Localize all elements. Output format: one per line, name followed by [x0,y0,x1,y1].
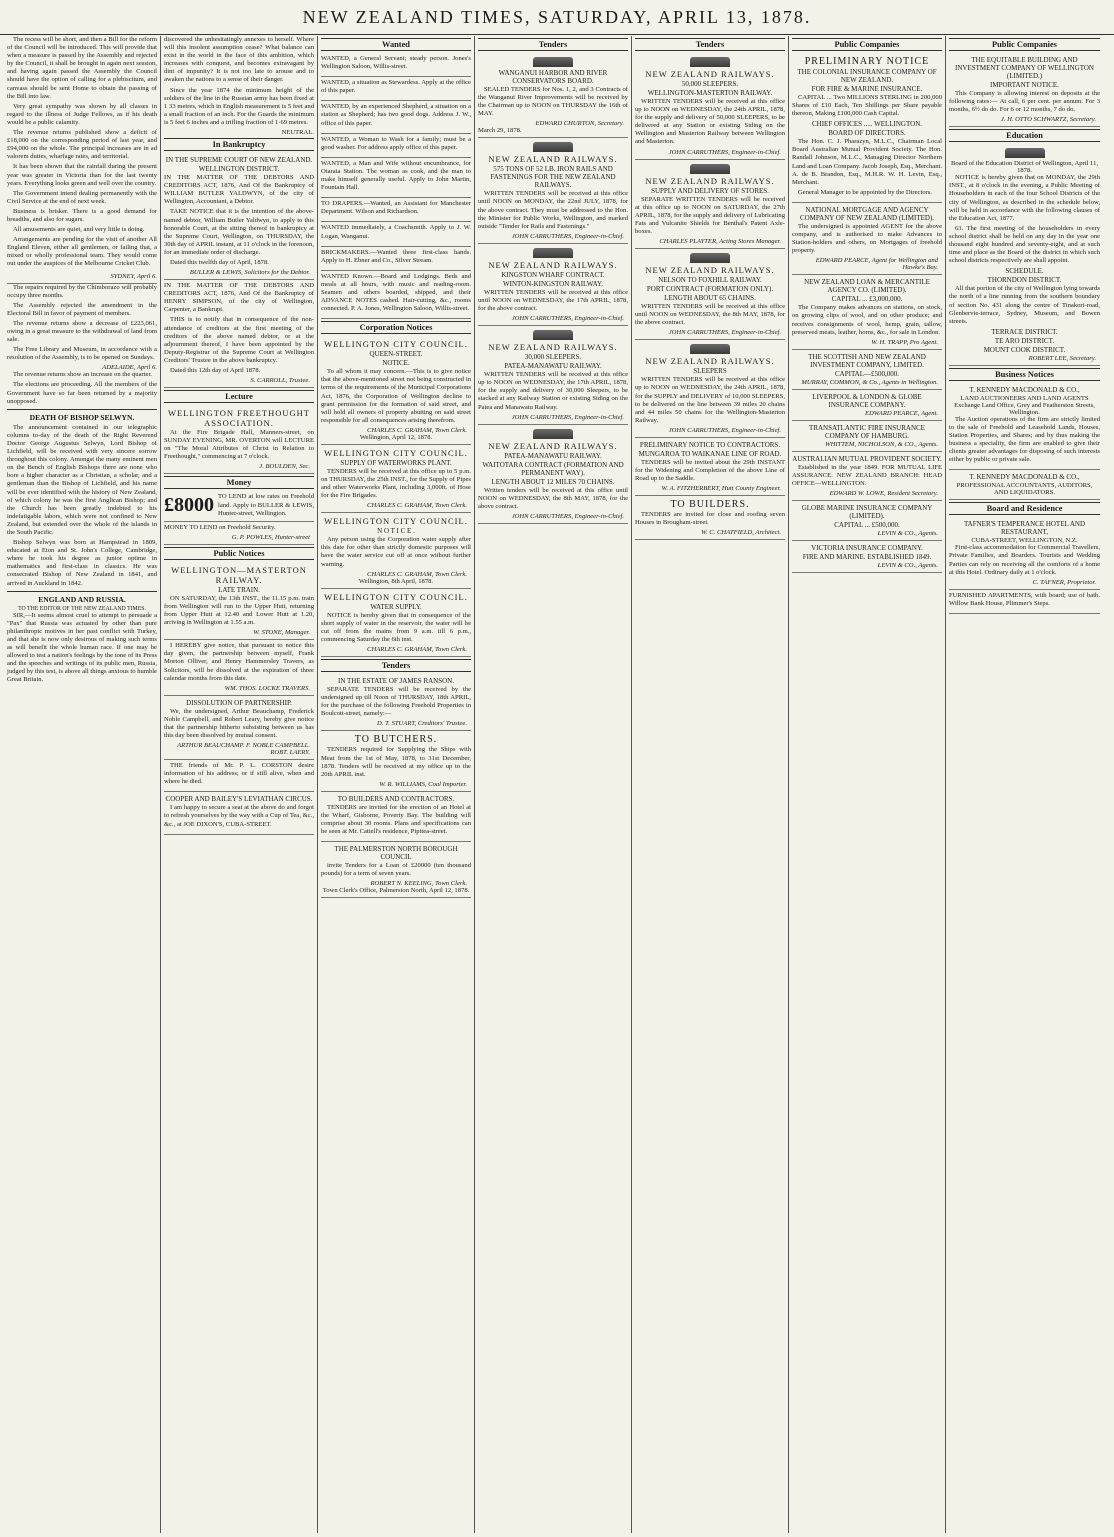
notice-body: ON SATURDAY, the 13th INST., the 11.15 p.m. train from Wellington will run to the Upper Hutt, returning from Upper Hutt at 12.40 and Lower Hutt at 1.20, arriving in Wellington at 1.55 a.m. [164,594,314,627]
corporation-notice [321,589,471,657]
section-heading-corporation: Corporation Notices [321,321,471,334]
tender-notice [321,792,471,842]
crest-icon [533,248,573,258]
wanted-ad [321,271,471,319]
notice-title: NEW ZEALAND RAILWAYS. [488,342,618,353]
notice-signature: JOHN CARRUTHERS, Engineer-in-Chief. [668,426,781,434]
notice-body: TENDERS required for Supplying the Ships with Meat from the 1st of May, 1878, to 31st December, 1878. Tenders will be received at my office up to the 20th APRIL inst. [321,746,471,778]
bankruptcy-notice [164,280,314,388]
notice-caption: CUBA-STREET, WELLINGTON, N.Z. [971,537,1078,545]
notice-caption: 50,000 SLEEPERS. [681,80,739,88]
column-news [4,36,161,1533]
news-paragraph: Very great sympathy was shown by all classes in regard to the illness of Judge Fellows, as if his death would be a public calamity. [7,102,157,126]
business-notice [949,470,1100,500]
notice-date: Wellington, 8th April, 1878. [358,577,434,585]
notice-caption: CAPITAL ... £3,000,000. [831,295,903,304]
business-notice [949,383,1100,471]
tender-notice [478,425,628,524]
notice-title: VICTORIA INSURANCE COMPANY. [811,543,923,552]
notice-signature: ROBERT N. KEELING, Town Clerk. [370,880,467,888]
notice-caption: SUPPLY OF WATERWORKS PLANT. [340,458,452,467]
notice-signature: JOHN CARRUTHERS, Engineer-in-Chief. [511,232,624,240]
article-heading: ENGLAND AND RUSSIA. [38,594,126,604]
section-heading-public-companies: Public Companies [792,38,942,51]
notice-signature: EDWARD PEARCE, Agent for Wellington and Hawke's Bay. [815,257,938,272]
notice-caption: LENGTH ABOUT 12 MILES 70 CHAINS. [491,477,615,486]
section-heading-public-companies: Public Companies [949,38,1100,51]
notice-body: At the Fire Brigade Hall, Manners-street, on SUNDAY EVENING, MR. OVERTON will LECTURE on "The Moral Attributes of Christ in Relation to Freethought," commencing at 7 o'clock. [164,429,314,461]
crest-icon [690,344,730,354]
tender-notice [478,138,628,243]
notice-title: NEW ZEALAND RAILWAYS. [645,265,775,276]
notice-caption: N O T I C E . [377,527,415,536]
letter-signature: NEUTRAL. [281,129,314,137]
divider [7,409,157,410]
notice-caption: THE COLONIAL INSURANCE COMPANY OF NEW ZEALAND. [797,68,937,84]
notice-matter: IN THE MATTER OF THE DEBTORS AND CREDITORS ACT, 1876, And Of the Bankruptcy of WILLIAM BUTLER YALDWYN, of the city of Wellington, Accountant, a Debtor. [164,174,314,206]
notice-caption: PATEA-MANAWATU RAILWAY. [504,362,602,371]
section-heading-wanted: Wanted [321,38,471,51]
crest-icon [690,253,730,263]
notice-date: Dated this 12th day of April 1878. [170,367,261,374]
news-paragraph: discovered the unhesitatingly annexes to herself. Where will this insolent assumption cease? What balance can exist in the world in the face of this ambition, which increases with conquest, and becomes extravagant by dint of impunity? It is not too late to arouse and to awaken the nations to a sense of their danger. [164,36,314,84]
notice-title: NEW ZEALAND RAILWAYS. [645,69,775,79]
notice-body: THIS is to notify that in consequence of the non-attendance of creditors at the first meeting of the creditors of the above named debtor, or at the adjournment thereof, I have been appointed by the Deputy-Registrar of the Supreme Court at Wellington Creditors' Trustee in the above bankruptcy. [164,316,314,364]
company-notice [949,53,1100,127]
article-subheading: TO THE EDITOR OF THE NEW ZEALAND TIMES. [18,605,146,612]
notice-signature: W. STONE, Manager. [253,629,310,637]
ad-text: WANTED, a Woman to Wash for a family; must be a good washer. For address apply office of this paper. [321,135,471,151]
crest-icon [1005,148,1045,158]
notice-signature: W. A. FITZHERBERT, Hutt County Engineer. [661,485,781,493]
notice-body: TAKE NOTICE that it is the intention of the above-named debtor, William Butler Yaldwyn, to apply to this honorable Court, at the sitting thereof in bankruptcy at the Supreme Court, Wellington, on THURSDAY, the 30th day of APRIL instant, at 11 o'clock in the forenoon, for an immediate order of discharge. [164,208,314,256]
crest-icon [690,57,730,67]
newspaper-title: NEW ZEALAND TIMES, SATURDAY, APRIL 13, 1878. [302,7,812,27]
notice-body: I am happy to secure a seat at the above do and forgot to refresh yourselves by the way with a Cup of Tea, &c., &c., at JOE DIXON'S, CUBA-STREET. [164,804,314,828]
tender-notice [478,326,628,424]
public-notice [164,760,314,792]
company-notice [792,203,942,275]
notice-title: NEW ZEALAND RAILWAYS. [488,440,618,451]
notice-date: Town Clerk's Office, Palmerston North, April 12, 1878. [322,887,470,895]
news-paragraph: The Assembly rejected the amendment in the Electoral Bill in favor of payment of members. [7,301,157,317]
notice-title: NEW ZEALAND RAILWAYS. [645,175,775,186]
lecture-notice [164,405,314,474]
notice-signature: S. CARROLL, Trustee. [250,377,310,385]
notice-body: Written tenders will be received at this office until NOON on WEDNESDAY, the 8th MAY, 1878, for the above contract. [478,486,628,510]
masthead [0,0,1114,35]
crest-icon [690,164,730,174]
education-notice [949,144,1100,366]
notice-body: WRITTEN TENDERS will be received at this office until NOON on WEDNESDAY, the 8th MAY, 1878, for the above contract. [635,303,785,327]
ad-text: WANTED immediately, a Coachsmith. Apply to J. W. Logan, Wanganui. [321,224,471,240]
notice-signature: WHITTEM, NICHOLSON, & CO., Agents. [825,440,938,448]
news-paragraph: SIR,—It seems almost cruel to attempt to persuade a "Pax" that Russia was actuated by other than pure philanthropic motives in her past conflict with Turkey, and that she is now only desirous of making such terms as will benefit the whole human race. If one may be allowed to test a nation's feelings by the tone of its Press and the speeches and writings of its public men, Russia, judged by this test, is above all things anxious to humble Great Britain. [7,611,157,684]
company-notice [792,53,942,203]
tender-notice [635,249,785,340]
wanted-ad [321,198,471,222]
notice-body: FURNISHED APARTMENTS, with board; use of bath. Willow Bank House, Plimmer's Steps. [949,591,1100,607]
district-name: TERRACE DISTRICT. [991,327,1058,336]
notice-body: WRITTEN TENDERS will be received at this office until NOON on MONDAY, the 22nd JULY, 1878, for the above contract. They must be addressed to the Hon. the Minister for Public Works, Wellington, and marked outside "Tender for Rails and Fastenings." [478,190,628,230]
news-paragraph: Arrangements are pending for the visit of another All England Eleven, either all gentlemen, or failing that, a mixed or wholly professional team. They would come out under the auspices of the Melbourne Cricket Club. [7,236,157,268]
notice-body: NOTICE is hereby given that in consequence of the short supply of water in the reservoir, the water will be cut off from the mains from 9 a.m. till 6 p.m., commencing Saturday the 6th inst. [321,611,471,643]
section-heading-tenders: Tenders [321,659,471,672]
news-paragraph: Since the year 1874 the minimum height of the soldiers of the line in the Russian army has been fixed at 1 33 metres, which in English measurement is 5 feet and a small fraction of an inch. For the Guards the minimum is 5 feet 6 inches and a trifling fraction of 1·69 metres. [164,86,314,126]
news-paragraph: The elections are proceeding. All the members of the Government have so far been returned by a majority unopposed. [7,381,157,405]
notice-body: THE friends of Mr. P. L. CORSTON desire information of his address; or if still alive, when and where he died. [164,762,314,786]
dateline: ADELAIDE, April 6. [102,364,157,372]
crest-icon [533,142,573,152]
section-heading-education: Education [949,129,1100,142]
notice-caption: FIRE AND MARINE. ESTABLISHED 1849. [802,552,932,561]
notice-caption: IMPORTANT NOTICE. [990,81,1059,89]
notice-signature: CHARLES C. GRAHAM, Town Clerk. [367,502,467,510]
notice-signature: CHARLES C. GRAHAM, Town Clerk. [367,646,467,654]
notice-signature: C. TAFNER, Proprietor. [1032,578,1096,586]
ad-text: WANTED, a Man and Wife without encumbrance, for Otaraia Station. The woman as cook, and the man to make himself generally useful. Apply to John Martin, Fountain Hall. [321,159,471,192]
notice-body: SEALED TENDERS for Nos. 1, 2, and 3 Contracts of the Wanganui River Improvements will be received by the Chairman up to NOON on THURSDAY the 16th of MAY. [478,86,628,118]
notice-signature: CHARLES C. GRAHAM, Town Clerk. [367,426,467,434]
news-paragraph: The revenue returns published show a deficit of £18,000 on the corresponding period of last year, and £94,000 on the whole. The principal increases are in ad valorem duties, wharfage rates, and territorial. [7,129,157,161]
notice-signature: W. R. WILLIAMS, Coal Importer. [379,780,467,788]
public-notice [164,792,314,834]
notice-title: DISSOLUTION OF PARTNERSHIP. [186,698,292,707]
article-heading: DEATH OF BISHOP SELWYN. [29,412,135,422]
tender-notice [635,160,785,249]
notice-caption: FOR FIRE & MARINE INSURANCE. [811,85,923,93]
notice-caption: 575 TONS OF 52 LB. IRON RAILS AND FASTENINGS FOR THE NEW ZEALAND RAILWAYS. [490,165,616,190]
news-paragraph: Business is brisker. There is a good demand for breadths, and also for sugars. [7,207,157,223]
notice-signature: JOHN CARRUTHERS, Engineer-in-Chief. [668,148,781,156]
notice-title: LIVERPOOL & LONDON & GLOBE INSURANCE COMPANY. [812,392,922,409]
notice-body: MONEY TO LEND on Freehold Security. [164,523,276,531]
notice-caption: NOTICE. [382,359,410,368]
ad-text: BRICKMAKERS.—Wanted three first-class hands. Apply to H. Ebner and Co., Silver Stream. [321,248,471,264]
section-heading-tenders: Tenders [635,38,785,51]
notice-body: Established in the year 1849. FOR MUTUAL LIFE ASSURANCE. NEW ZEALAND BRANCH: HEAD OFFICE—WELLINGTON. [792,463,942,487]
notice-title: NEW ZEALAND RAILWAYS. [488,259,618,270]
notice-title: WELLINGTON CITY COUNCIL. [324,447,468,458]
notice-signature: ROBERT LEE, Secretary. [1028,354,1096,362]
notice-title: TO BUILDERS. [670,499,750,511]
column-companies-a [789,36,946,1533]
notice-caption: KINGSTON WHARF CONTRACT. [501,270,605,279]
notice-body: SEPARATE TENDERS will be received by the undersigned up till Noon of THURSDAY, 18th APRIL, for the purchase of the following Freehold Properties in Boulcott-street, namely:— [321,686,471,718]
notice-signature: J. BOULDEN, Sec. [259,463,310,471]
notice-title: TRANSATLANTIC FIRE INSURANCE COMPANY OF HAMBURG. [809,423,925,440]
corporation-notice [321,336,471,445]
notice-body: The undersigned is appointed AGENT for the above company, and is authorised to make Advances to Station-holders and others, on Mortgages of freehold property. [792,222,942,255]
news-paragraph: The Government intend dealing permanently with the Civil Service at the end of next week. [7,189,157,205]
notice-body: TO LEND at low rates on Freehold land. Apply to BULLER & LEWIS, Hunter-street, Wellington. [218,493,314,517]
notice-title: THE SCOTTISH AND NEW ZEALAND INVESTMENT COMPANY, LIMITED. [808,352,926,369]
notice-signature: CHARLES PLAYTER, Acting Stores Manager. [659,238,781,246]
notice-caption: Board of the Education District of Wellington, April 11, 1878. [950,160,1099,175]
crest-icon [533,330,573,340]
notice-body: 63. The first meeting of the householders in every school district shall be held on any day in the year one thousand eight hundred and seventy-eight, and at such time and place as the Board of the district in which such school districts respectively are shall appoint. [949,224,1100,265]
notice-signature: D. T. STUART, Creditors' Trustee. [377,720,467,728]
notice-signature: LEVIN & CO., Agents. [877,561,938,569]
notice-signature: W. H. TRAPP, Pro Agent. [871,338,938,346]
section-heading-board-residence: Board and Residence [949,502,1100,515]
notice-caption: LENGTH ABOUT 65 CHAINS. [664,294,756,303]
newspaper-page [4,36,1110,1533]
ad-text: WANTED, by an experienced Shepherd, a situation on a station as Shepherd; has two good dogs. Address J. W., office of this paper. [321,103,471,127]
notice-body: invite Tenders for a Loan of £20000 (ten thousand pounds) for a term of seven years. [321,862,471,878]
ad-text: WANTED, a General Servant; steady person. Jones's Wellington Saloon, Willis-street. [321,55,471,71]
news-paragraph: All amusements are quiet, and very little is doing. [13,226,145,234]
notice-caption: PORT CONTRACT (FORMATION ONLY). [646,285,774,294]
notice-signature: JOHN CARRUTHERS, Engineer-in-Chief. [511,315,624,323]
notice-body: First-class accommodation for Commercial Travellers, Private Families, and Boarders. Tourists and Wedding Parties can rely on receiving all the comforts of a home at this Hotel. Ordinary daily at 1 o'clock. [949,544,1100,576]
notice-title: GLOBE MARINE INSURANCE COMPANY (LIMITED). [801,503,933,520]
notice-signature: EDWARD PEARCE, Agent. [864,409,938,417]
notice-caption: WELLINGTON-MASTERTON RAILWAY. [647,89,773,97]
company-notice [792,501,942,541]
notice-signature: EDWARD W. LOWE, Resident Secretary. [829,489,938,497]
notice-signature: WM. THOS. LOCKE TRAVERS. [224,684,310,692]
notice-title: T. KENNEDY MACDONALD & CO., [969,385,1080,394]
public-notice [164,696,314,760]
notice-title: T. KENNEDY MACDONALD & CO., [969,473,1080,482]
bankruptcy-notice [164,153,314,280]
section-heading-tenders: Tenders [478,38,628,51]
section-heading-money: Money [164,476,314,489]
notice-title: THE PALMERSTON NORTH BOROUGH COUNCIL [334,845,458,862]
notice-body: TENDERS will be invited about the 29th INSTANT for the Widening and Completion of the above Line of Road up to the Saddle. [635,458,785,483]
tender-notice [321,731,471,791]
notice-caption: WINTON-KINGSTON RAILWAY. [503,279,603,288]
tender-notice [635,496,785,540]
public-notice [164,562,314,640]
notice-body: WRITTEN TENDERS will be received at this office until NOON on WEDNESDAY, the 17th APRIL, 1878, for the above contract. [478,288,628,313]
notice-body: The Company makes advances on stations, on stock, on growing clips of wool, and on other produce; and receives consignments of wool, hemp, grain, tallow, preserved meats, leather, horns, &c., for sale in London. [792,304,942,336]
corporation-notice [321,513,471,588]
notice-body: CAPITAL ... Two MILLIONS STERLING in 200,000 Shares of £10 Each, Ten Shillings per Share payable thereon, Making £100,000 Cash Capital. [792,94,942,118]
notice-title: WELLINGTON—MASTERTON RAILWAY. [171,564,307,585]
wanted-ad [321,222,471,246]
notice-title: WANGANUI HARBOR AND RIVER CONSERVATORS BOARD. [498,69,608,85]
wanted-ad [321,77,471,101]
notice-body: The Auction operations of the firm are strictly limited to the sale of Freehold and Leasehold Lands, Houses, Station Properties, and Shares; and by thus making the business a speciality, the firm are enabled to give their clients greater advantages for disposing of such interests either by public or private sale. [949,415,1100,464]
notice-caption: NELSON TO FOXHILL RAILWAY. [658,276,762,285]
notice-title: WELLINGTON FREETHOUGHT ASSOCIATION. [167,408,310,429]
notice-title: WELLINGTON CITY COUNCIL. [324,591,468,602]
district-name: MOUNT COOK DISTRICT. [983,345,1066,354]
news-paragraph: It has been shown that the rainfall during the present year was greater in Victoria than for the last twenty years. Everything looks green and well over the country. [7,163,157,187]
notice-title: AUSTRALIAN MUTUAL PROVIDENT SOCIETY. [792,454,942,463]
notice-title: NEW ZEALAND LOAN & MERCANTILE AGENCY CO. (LIMITED). [804,278,930,295]
news-paragraph: The Free Library and Museum, in accordance with a resolution of the Assembly, is to be opened on Sundays. [7,346,157,362]
tender-notice [478,244,628,326]
corporation-notice [321,445,471,513]
column-tenders-a [475,36,632,1533]
news-paragraph: The announcement contained in our telegraphic columns to-day of the death of the Right Reverend Doctor George Augustus Selwyn, Lord Bishop of Lichfield, will be received with very sincere sorrow throughout this colony. Amongst the many eminent men on the Bench of English Bishops there are none who bore a higher character as a Christian, a scholar, and a gentleman than the Bishop of Lichfield, and his name will be ever identified with the history of New Zealand, of which colony he was the first Anglican Bishop; and the Church has been greatly indebted to his indefatigable labors, which were not confined to New Zealand, but extended over the whole of the islands in the South Pacific. [7,423,157,536]
notice-body: WRITTEN TENDERS will be received at this office up to NOON on WEDNESDAY, the 17th APRIL, 1878, for the supply and delivery of 30,000 Sleepers, to be stacked at any Railway Station or existing Siding on the Patea and Manawatu Railway. [478,371,628,411]
company-notice [792,275,942,349]
notice-title: PRELIMINARY NOTICE [804,56,930,67]
notice-signature: JOHN CARRUTHERS, Engineer-in-Chief. [511,413,624,421]
notice-body: TENDERS are invited for the erection of an Hotel at the Wharf, Gisborne, Poverty Bay. The building will comprise about 30 rooms. Plans and specifications can be seen at Mr. Cattell's residence, Pipitea-street. [321,803,471,836]
notice-caption: WAITOTARA CONTRACT (FORMATION AND PERMANENT WAY). [482,460,624,477]
section-heading-business: Business Notices [949,368,1100,381]
notice-body: All that portion of the city of Wellington lying towards the north of a line running from the southern boundary of section No. 431 along the centre of Tinakori-road, Glenbervie-terrace, Sydney, Museum, and Bowen streets. [949,285,1100,325]
notice-caption: BOARD OF DIRECTORS. [828,129,906,138]
court-name: IN THE SUPREME COURT OF NEW ZEALAND. [165,156,313,165]
company-notice [792,390,942,421]
district-name: TE ARO DISTRICT. [994,336,1055,345]
crest-icon [533,57,573,67]
company-notice [792,452,942,501]
notice-title: NEW ZEALAND RAILWAYS. [645,356,775,367]
company-notice [792,421,942,452]
notice-caption: SUPPLY AND DELIVERY OF STORES. [651,186,769,195]
notice-signature: J. H. OTTO SCHWARTZ, Secretary. [1000,116,1096,124]
money-notice [164,491,314,521]
wanted-ad [321,53,471,77]
notice-title: NATIONAL MORTGAGE AND AGENCY COMPANY OF NEW ZEALAND (LIMITED). [799,205,935,222]
notice-body: SEPARATE WRITTEN TENDERS will be received at this office up to NOON on SATURDAY, the 27th APRIL, 1878, for the supply and delivery of Lubricating Fats and Vulcanite Shields for Benthal's Patent Axle-boxes. [635,195,785,235]
notice-caption: SCHEDULE. [1005,267,1044,276]
notice-caption: CAPITAL—£500,000. [835,369,899,378]
notice-caption: PATEA-MANAWATU RAILWAY. [504,451,602,460]
notice-signature: JOHN CARRUTHERS, Engineer-in-Chief. [668,329,781,337]
wanted-ad [321,134,471,158]
notice-signature: EDWARD CHURTON, Secretary. [535,120,624,128]
notice-date: Dated this twelfth day of April, 1878. [170,258,269,266]
board-notice [949,590,1100,614]
notice-date: Wellington, April 12, 1878. [359,433,433,441]
company-notice [792,350,942,390]
notice-title: TO BUILDERS AND CONTRACTORS. [337,794,455,803]
tender-notice [321,842,471,898]
crest-icon [533,429,573,439]
notice-title: TAFNER'S TEMPERANCE HOTEL AND RESTAURANT, [963,520,1086,537]
notice-body: WRITTEN TENDERS will be received at this office up to NOON on WEDNESDAY, the 24th APRIL, 1878, for the SUPPLY and DELIVERY of 10,000 SLEEPERS, to be delivered on the line between 39 miles 20 chains and 44 miles 50 chains for the Wellington-Masterton Railway. [635,376,785,424]
tender-notice [635,53,785,160]
news-paragraph: The repairs required by the Chimborazo will probably occupy three months. [7,283,157,299]
notice-title: NEW ZEALAND RAILWAYS. [488,154,618,165]
news-paragraph: The recess will be short, and then a Bill for the reform of the Council will be introduced. This will provide that when a measure is passed by the Assembly and rejected by the Council, it shall be brought in again next session, and having again passed the Assembly the Council should have the option of calling for a plebiscitum, and canvass should be sent Home to obtain the passing of the Bill into law. [7,36,157,100]
notice-body: To all whom it may concern.—This is to give notice that the above-mentioned street not being constructed in terms of the requirements of the Municipal Corporations Act, 1876, the Corporation of Wellington decline to grant permission for the formation of said street, and will hold all owners of property abutting on said street responsible for all consequences arising therefrom. [321,368,471,424]
notice-title: WELLINGTON CITY COUNCIL. [324,516,468,527]
news-paragraph: Bishop Selwyn was born at Hampstead in 1809, educated at Eton and St. John's College, Cambridge, where he took his degree as junior optime in mathematics and first-class in classics. He was consecrated Bishop of New Zealand in 1841, and arrived in Auckland in 1842. [7,539,157,587]
notice-caption: QUEEN-STREET. [369,350,423,359]
column-tenders-b [632,36,789,1533]
wanted-ad [321,158,471,198]
public-notice [164,640,314,695]
notice-body: General Manager to be appointed by the Directors. [798,188,933,196]
ad-text: WANTED Known.—Board and Lodgings. Beds and meals at all hours, with music and reading-room. Seamen and others boarded, shipped, and their ADVANCE NOTES cashed. Hair-cutting, &c., rooms connected. P. A. Jones, Wellington Saloon, Willis-street. [321,272,471,313]
tender-notice [321,674,471,731]
notice-body: TENDERS will be received at this office up to 5 p.m. on THURSDAY, the 25th INST., for the Supply of Pipes and other Waterworks Plant, including 3,000ft. of Hose for the Fire Brigades. [321,467,471,500]
board-notice [949,517,1100,589]
notice-body: WRITTEN TENDERS will be received at this office up to NOON on WEDNESDAY, the 24th APRIL, 1878, for the supply and delivery of 50,000 SLEEPERS, to be delivered at any Station or existing Siding on the Wellington and Masterton Railway between Wellington and Masterton. [635,98,785,146]
notice-title: PRELIMINARY NOTICE TO CONTRACTORS. [639,440,781,449]
notice-body: This Company is allowing interest on deposits at the following rates:— At call, 6 per cent. per annum. For 3 months, 6½ do do. For 6 or 12 months, 7 do do. [949,90,1100,114]
notice-signature: JOHN CARRUTHERS, Engineer-in-Chief. [511,512,624,520]
notice-title: TO BUTCHERS. [354,734,438,746]
notice-caption: PROFESSIONAL ACCOUNTANTS, AUDITORS, AND LIQUIDATORS. [956,482,1093,497]
notice-signature: ARTHUR BEAUCHAMP. F. NOBLE CAMPBELL. ROBT. LAERY. [177,742,310,757]
notice-matter: IN THE MATTER OF THE DEBTORS AND CREDITORS ACT, 1876, And Of the Bankruptcy of HENRY SIMPSON, of the city of Wellington, Carpenter, a Bankrupt. [164,282,314,314]
money-amount: £8000 [164,494,214,517]
notice-body: TENDERS are invited for close and roofing seven Houses in Brougham-street. [635,511,785,527]
notice-signature: CHARLES C. GRAHAM, Town Clerk. [367,570,467,578]
ad-text: TO DRAPERS.—Wanted, an Assistant for Manchester Department. Wilson and Richardson. [321,200,471,216]
notice-title: COOPER AND BAILEY'S LEVIATHAN CIRCUS. [165,795,313,804]
notice-signature: BULLER & LEWIS, Solicitors for the Debtor. [189,269,310,277]
notice-caption: SLEEPERS [693,367,727,376]
section-heading-public-notices: Public Notices [164,547,314,560]
wanted-ad [321,247,471,271]
notice-caption: CHIEF OFFICES ..... WELLINGTON. [812,120,922,129]
notice-title: THE EQUITABLE BUILDING AND INVESTMENT COMPANY OF WELLINGTON (LIMITED.) [955,56,1094,80]
notice-date: March 29, 1878. [478,127,522,135]
wanted-ad [321,101,471,133]
section-heading-bankruptcy: In Bankruptcy [164,138,314,151]
notice-body: We, the undersigned, Arthur Beauchamp, Frederick Noble Campbell, and Robert Leary, hereby give notice that the partnership hitherto subsisting between us has this day been dissolved by mutual consent. [164,707,314,739]
notice-signature: W. C. CHATFIELD, Architect. [701,529,781,537]
notice-caption: WATER SUPPLY. [370,602,422,611]
column-bankruptcy [161,36,318,1533]
notice-caption: LAND AUCTIONEERS AND LAND AGENTS Exchange Land Office, Grey and Featherston Streets, Wellington. [954,394,1095,416]
column-wanted [318,36,475,1533]
district-name: THORNDON DISTRICT. [987,276,1062,285]
tender-notice [635,438,785,496]
tender-notice [478,53,628,138]
notice-caption: 30,000 SLEEPERS. [524,353,582,362]
column-companies-b [946,36,1103,1533]
notice-signature: MURRAY, COMMON, & Co., Agents in Wellington. [801,378,938,386]
tender-notice [635,340,785,438]
ad-text: WANTED, a situation as Stewardess. Apply at the office of this paper. [321,79,471,95]
notice-body: NOTICE is hereby given that on MONDAY, the 29th INST., at 8 o'clock in the evening, a Public Meeting of Householders in each of the four School Districts of the city of Wellington, as described in the schedule below, will be held in accordance with the following clauses of the Education Act, 1877. [949,174,1100,222]
dateline: SYDNEY, April 6. [7,271,157,284]
notice-signature: LEVIN & CO., Agents. [877,529,938,537]
notice-body: Any person using the Corporation water supply after this date for other than strictly domestic purposes will have the water service cut off at once without further warning. [321,536,471,568]
notice-caption: CAPITAL ... £500,000. [834,520,900,529]
notice-body: The Hon. C. J. Pharazyn, M.L.C., Chairman Local Board Australian Mutual Provident Society. The Hon. Randall Johnson, M.L.C., Managing Director Northern Land and Loan Company. Jacob Joseph, Esq., Merchant. A. de B. Brandon, Esq., M.H.R. W. H. Levin, Esq., Merchant. [792,138,942,186]
district-name: WELLINGTON DISTRICT. [198,165,280,174]
notice-title: WELLINGTON CITY COUNCIL. [324,339,468,350]
news-paragraph: The revenue returns show a decrease of £223,061, owing in a great measure to the withdrawal of land from sale. [7,319,157,344]
notice-body: I HEREBY give notice, that pursuant to notice this day given, the partnership between myself, Frank Morton Olliver, and Henry Hammersley Travers, as Solicitors, will be dissolved at the expiration of three calendar months from this date. [164,642,314,682]
money-notice [164,522,314,545]
notice-caption: LATE TRAIN. [218,585,260,594]
notice-title: IN THE ESTATE OF JAMES RANSON. [338,677,454,686]
news-paragraph: The revenue returns show an increase on the quarter. [13,371,152,379]
divider [7,591,157,592]
company-notice [792,541,942,573]
section-heading-lecture: Lecture [164,390,314,403]
notice-signature: G. P. POWLES, Hunter-street [231,533,310,541]
notice-caption: MUNGAROA TO WAIKANAE LINE OF ROAD. [638,449,782,458]
